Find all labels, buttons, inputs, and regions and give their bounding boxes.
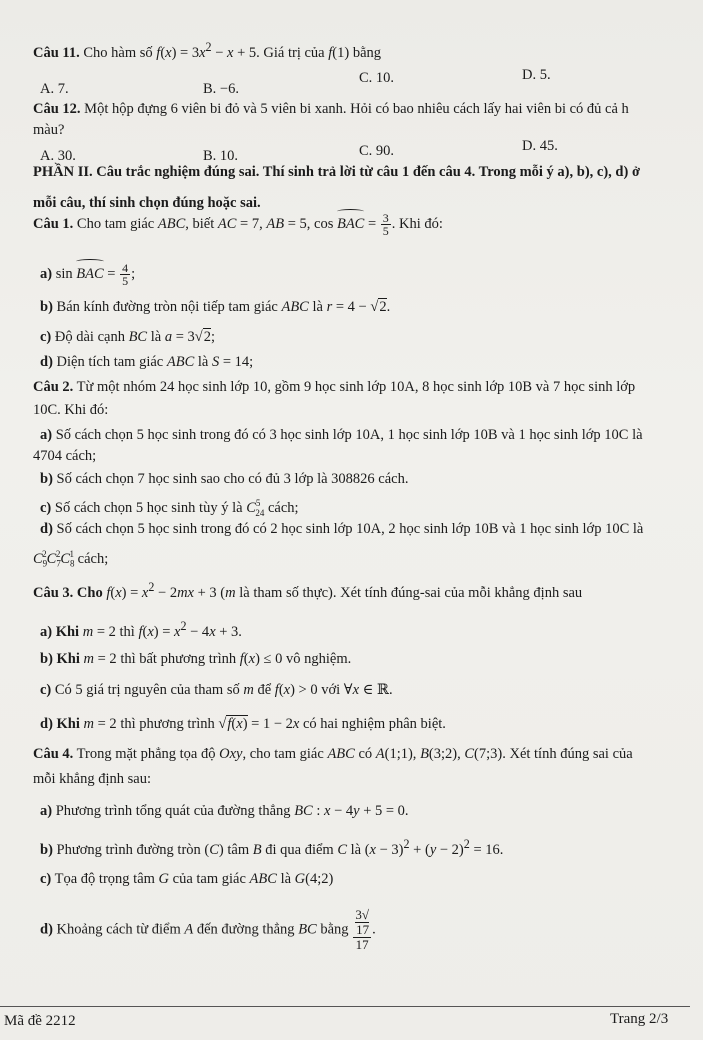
p2q2-statement-a-cont: 4704 cách; (33, 448, 97, 464)
p2q3-stem: Câu 3. Cho $f(x) = x^2 - 2mx + 3$ (m là tham số thực). Xét tính đúng-sai của mỗi khẳng định sau (33, 580, 583, 601)
part2-heading: PHẦN II. Câu trắc nghiệm đúng sai. Thí sinh trả lời từ câu 1 đến câu 4. Trong mỗi ý a), b), c), d) ở (33, 164, 640, 180)
p2q4-statement-d: d) Khoảng cách từ điểm A đến đường thẳng BC bằng 3√ 17 17 . (40, 907, 376, 952)
q11-stem: Câu 11. Cho hàm số $f(x) = 3x^2 - x + 5$. Giá trị của f(1) bằng (33, 40, 381, 61)
p2q1-stem: Câu 1. Cho tam giác ABC, biết AC = 7, AB = 5, cos BAC = $\frac{3}{5}$ . Khi đó: (33, 211, 443, 239)
q12-option-d: D. 45. (522, 138, 558, 154)
p2q1-statement-d: d) Diện tích tam giác ABC là S = 14; (40, 354, 254, 370)
q11-option-b: B. −6. (203, 81, 239, 97)
page-number: Trang 2/3 (610, 1011, 669, 1027)
p2q3-statement-a: a) Khi m = 2 thì $f(x) = x^2 - 4x + 3$. (40, 619, 242, 640)
q11-option-c: C. 10. (359, 70, 395, 86)
q11-option-a: A. 7. (40, 81, 69, 97)
p2q2-statement-b: b) Số cách chọn 7 học sinh sao cho có đủ 3 lớp là 308826 cách. (40, 471, 409, 487)
p2q3-statement-b: b) Khi m = 2 thì bất phương trình f(x) ≤ 0 vô nghiệm. (40, 651, 352, 667)
p2q4-stem-cont: mỗi khẳng định sau: (33, 771, 152, 787)
p2q2-statement-c: c) Số cách chọn 5 học sinh tùy ý là $C^5_{24}$ cách; (40, 498, 299, 518)
p2q3-statement-d: d) Khi m = 2 thì phương trình √f(x) = 1 − 2x có hai nghiệm phân biệt. (40, 716, 446, 732)
p2q2-statement-d: d) Số cách chọn 5 học sinh trong đó có 2 học sinh lớp 10A, 2 học sinh lớp 10B và 1 học sinh lớp 10C là (40, 521, 644, 537)
q12-option-a: A. 30. (40, 148, 76, 164)
exam-code: Mã đề 2212 (4, 1013, 76, 1029)
p2q2-stem-cont: 10C. Khi đó: (33, 402, 109, 418)
q12-option-b: B. 10. (203, 148, 239, 164)
p2q4-statement-b: b) Phương trình đường tròn (C) tâm B đi qua điểm C là $(x - 3)^2 + (y - 2)^2 = 16$. (40, 837, 504, 858)
p2q1-statement-c: c) Độ dài cạnh BC là a = 3√2; (40, 329, 215, 345)
p2q1-statement-a: a) sin BAC = $\frac{4}{5}$ ; (40, 261, 136, 289)
p2q4-statement-a: a) Phương trình tổng quát của đường thẳng BC : x − 4y + 5 = 0. (40, 803, 409, 819)
p2q2-statement-d-cont: $C_9^2C_7^2C_8^1$ cách; (33, 549, 109, 569)
p2q3-statement-c: c) Có 5 giá trị nguyên của tham số m để f(x) > 0 với ∀x ∈ ℝ. (40, 682, 393, 698)
q12-option-c: C. 90. (359, 143, 395, 159)
p2q4-statement-c: c) Tọa độ trọng tâm G của tam giác ABC là G(4;2) (40, 871, 334, 887)
p2q1-statement-b: b) Bán kính đường tròn nội tiếp tam giác ABC là r = 4 − √2. (40, 299, 391, 315)
p2q4-stem: Câu 4. Trong mặt phẳng tọa độ Oxy, cho tam giác ABC có A(1;1), B(3;2), C(7;3). Xét tính đúng sai của (33, 746, 633, 762)
q11-option-d: D. 5. (522, 67, 551, 83)
footer-divider (0, 1006, 690, 1007)
q12-stem-cont: màu? (33, 122, 65, 138)
p2q2-stem: Câu 2. Từ một nhóm 24 học sinh lớp 10, gồm 9 học sinh lớp 10A, 8 học sinh lớp 10B và 7 học sinh lớp (33, 379, 636, 395)
part2-heading-cont: mỗi câu, thí sinh chọn đúng hoặc sai. (33, 195, 261, 211)
q12-stem: Câu 12. Một hộp đựng 6 viên bi đỏ và 5 viên bi xanh. Hỏi có bao nhiêu cách lấy hai viên bi có đủ cả h (33, 101, 629, 117)
p2q2-statement-a: a) Số cách chọn 5 học sinh trong đó có 3 học sinh lớp 10A, 1 học sinh lớp 10B và 1 học sinh lớp 10C là (40, 427, 643, 443)
